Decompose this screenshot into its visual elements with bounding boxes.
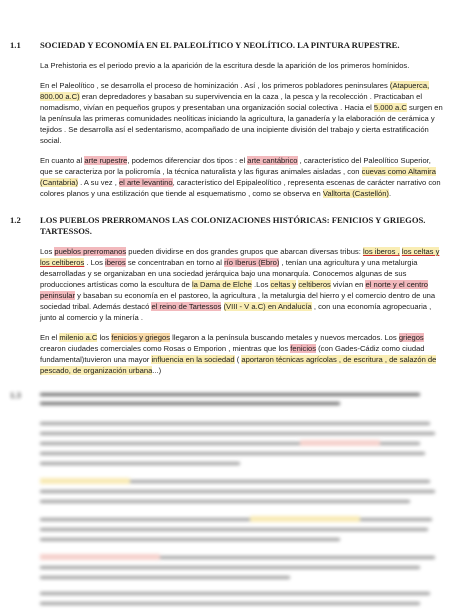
blurred-preview <box>0 388 474 611</box>
blurred-text-line <box>40 518 432 521</box>
paragraph <box>40 80 444 146</box>
blurred-highlight <box>40 478 130 484</box>
highlighted-text: arte rupestre <box>84 156 128 165</box>
blurred-highlight <box>40 554 160 560</box>
text-run: , característico del Paleolítico Superior, que se caracteriza por la policromía , la técnica naturalista y las figuras animales aisladas , con <box>40 156 431 176</box>
text-run: llegaron a la península buscando metales y nuevos mercados. Los <box>170 333 399 342</box>
text-run: , característico del Epipaleolítico , representa escenas de carácter narrativo con colores planos y una estilización que tiende al esquematismo , como se observa en <box>40 178 441 198</box>
text-run: los <box>97 333 112 342</box>
text-run: (con Gades-Cádiz como ciudad fundamental)tuvieron una mayor <box>40 344 425 364</box>
highlighted-text: celtas y <box>270 280 297 289</box>
blurred-text-line <box>40 592 430 595</box>
highlighted-text: (VIII - V a.C) en Andalucía <box>223 302 312 311</box>
highlighted-text: Valltorta (Castellón) <box>322 189 389 198</box>
section-heading <box>10 215 444 237</box>
text-run: eran depredadores y basaban su supervivencia en la caza , la pesca y la recolección . Practicaban el nomadismo, vivían en pequeños grupos y presentaban una organización social colectiva . Hacia el <box>40 92 423 112</box>
paragraph: La Prehistoria es el periodo previo a la aparición de la escritura desde la aparición de los primeros homínidos. <box>40 61 410 70</box>
highlighted-text: cuevas como Altamira (Cantabria) <box>40 167 436 187</box>
text-run: vivían en <box>330 280 366 289</box>
section-title: LOS PUEBLOS PRERROMANOS LAS COLONIZACIONES HISTÓRICAS: FENICIOS Y GRIEGOS. TARTESSOS. <box>40 215 426 236</box>
blurred-text-line <box>40 576 290 579</box>
text-run: crearon ciudades comerciales como Rosas o Emporion , mientras que los <box>40 344 291 353</box>
text-run: ...) <box>152 366 162 375</box>
paragraph <box>40 155 444 199</box>
paragraph <box>40 332 444 376</box>
blurred-heading-line <box>40 402 340 405</box>
paragraph <box>40 246 444 323</box>
highlighted-text: fenicios <box>290 344 317 353</box>
text-run: pueden dividirse en dos grandes grupos que abarcan diversas tribus: <box>126 247 363 256</box>
section-number: 1.2 <box>10 215 21 225</box>
highlighted-text: celtiberos <box>298 280 331 289</box>
highlighted-text: río Iberus (Ebro) <box>224 258 280 267</box>
highlighted-text: el norte y el centro peninsular <box>40 280 428 300</box>
text-run: y basaban su economía en el pastoreo, la agricultura , la metalurgia del hierro y el comercio dentro de una sociedad tribal. Además destacó <box>40 291 436 311</box>
section-number: 1.1 <box>10 40 21 50</box>
text-run: , podemos diferenciar dos tipos : el <box>127 156 248 165</box>
blurred-text-line <box>40 566 420 569</box>
highlighted-text: los celtas y los celtiberos <box>40 247 440 267</box>
text-run: , con una economía agropecuaria , junto al comercio y la minería . <box>40 302 432 322</box>
section-heading <box>10 40 444 51</box>
highlighted-text: influencia en la sociedad <box>151 355 235 364</box>
text-run: .Los <box>251 280 271 289</box>
blurred-heading-line <box>40 393 420 396</box>
highlighted-text: la Dama de Elche <box>191 280 252 289</box>
blurred-text-line <box>40 432 435 435</box>
highlighted-text: pueblos prerromanos <box>54 247 127 256</box>
highlighted-text: el reino de Tartessos <box>151 302 222 311</box>
highlighted-text: aportaron técnicas agrícolas , de escritura , de salazón de pescado, de organización urbana <box>40 355 437 375</box>
highlighted-text: 5.000 a.C <box>373 103 407 112</box>
text-run: . Los <box>84 258 106 267</box>
highlighted-text: arte cantábrico <box>247 156 298 165</box>
text-run: . <box>388 189 392 198</box>
blurred-text-line <box>40 602 420 605</box>
blurred-text-line <box>40 528 428 531</box>
text-run: ( <box>234 355 242 364</box>
highlighted-text: griegos <box>398 333 424 342</box>
blurred-highlight <box>250 516 360 522</box>
highlighted-text: los iberos , <box>362 247 400 256</box>
text-run: Los <box>40 247 55 256</box>
text-run: . A su vez , <box>77 178 119 187</box>
section-title: SOCIEDAD Y ECONOMÍA EN EL PALEOLÍTICO Y NEOLÍTICO. LA PINTURA RUPESTRE. <box>40 40 400 50</box>
highlighted-text: el arte levantino <box>118 178 173 187</box>
text-run: surgen en la península las primeras comunidades neolíticas iniciando la agricultura, la ganadería y la elaboración de cerámica y tejidos . Se desarrolla así el sedentarismo, acompañado de una incipiente división del trabajo y cierta estratificación social. <box>40 103 443 145</box>
blurred-text-line <box>40 490 435 493</box>
blurred-text-line <box>40 422 430 425</box>
blurred-text-line <box>40 538 340 541</box>
text-run: se concentraban en torno al <box>125 258 225 267</box>
highlighted-text: iberos <box>105 258 126 267</box>
blurred-highlight <box>300 440 380 446</box>
text-run: , tenían una agricultura y una metalurgia desarrolladas y se organizaban en una sociedad jerárquica bajo una monarquía. Conocemos algunas de sus producciones artísticas como la escultura de <box>40 258 418 289</box>
highlighted-text: milenio a.C <box>59 333 98 342</box>
text-run: En cuanto al <box>40 156 85 165</box>
section-number: 1.3 <box>10 390 21 400</box>
highlighted-text: (Atapuerca, 800.00 a.C) <box>40 81 430 101</box>
highlighted-text: fenicios y griegos <box>111 333 171 342</box>
blurred-text-line <box>40 462 240 465</box>
blurred-text-line <box>40 500 410 503</box>
text-run: En el <box>40 333 60 342</box>
text-run: En el Paleolítico , se desarrolla el proceso de hominización . Así , los primeros pobladores peninsulares <box>40 81 390 90</box>
blurred-text-line <box>40 452 425 455</box>
